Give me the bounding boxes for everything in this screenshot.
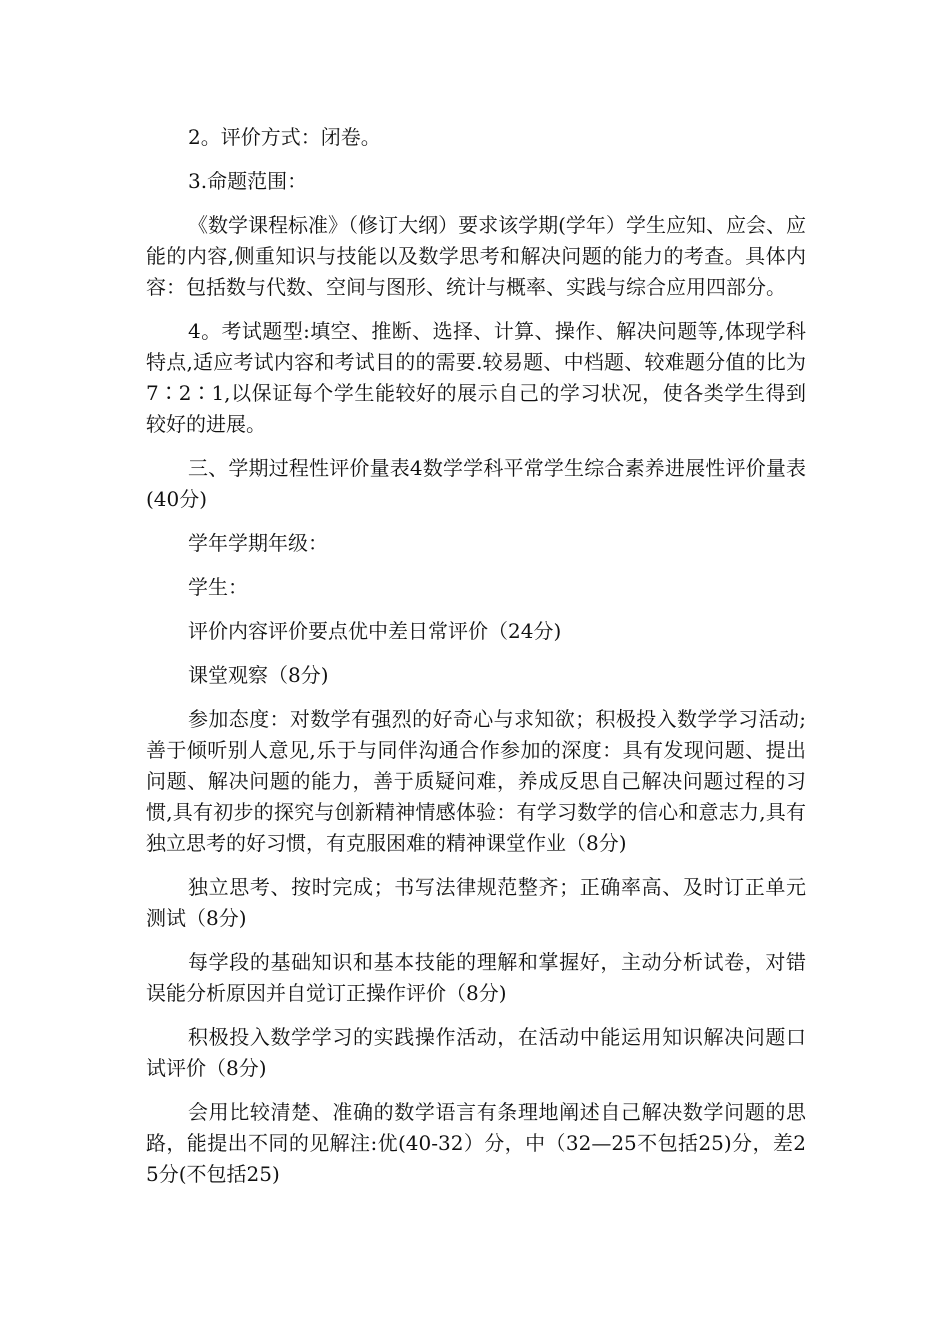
paragraph-section-three-heading: 三、学期过程性评价量表4数学学科平常学生综合素养进展性评价量表(40分): [146, 456, 806, 511]
paragraph-question-types: 4。考试题型:填空、推断、选择、计算、操作、解决问题等,体现学科特点,适应考试内容和考试目的的需要.较易题、中档题、较难题分值的比为7∶2∶1,以保证每个学生能较好的展示自己的学习状况，使各类学生得到较好的进展。: [146, 319, 806, 436]
paragraph-independent-thinking: 独立思考、按时完成；书写法律规范整齐；正确率高、及时订正单元测试（8分): [146, 875, 806, 930]
paragraph-practice-activity: 积极投入数学学习的实践操作活动，在活动中能运用知识解决问题口试评价（8分): [146, 1025, 806, 1080]
paragraph-oral-expression: 会用比较清楚、准确的数学语言有条理地阐述自己解决数学问题的思路，能提出不同的见解注:优(40-32）分，中（32—25不包括25)分，差25分(不包括25): [146, 1100, 806, 1186]
paragraph-classroom-observation: 课堂观察（8分): [188, 663, 329, 687]
paragraph-school-year: 学年学期年级：: [188, 531, 328, 555]
paragraph-student: 学生：: [188, 575, 248, 599]
paragraph-scope-heading: 3.命题范围：: [188, 169, 308, 193]
paragraph-basic-knowledge: 每学段的基础知识和基本技能的理解和掌握好，主动分析试卷，对错误能分析原因并自觉订正操作评价（8分): [146, 950, 806, 1005]
document-page: [146, 122, 806, 1203]
paragraph-participation-attitude: 参加态度：对数学有强烈的好奇心与求知欲；积极投入数学学习活动;善于倾听别人意见,乐于与同伴沟通合作参加的深度：具有发现问题、提出问题、解决问题的能力，善于质疑问难，养成反思自己解决问题过程的习惯,具有初步的探究与创新精神情感体验：有学习数学的信心和意志力,具有独立思考的好习惯，有克服困难的精神课堂作业（8分): [146, 707, 806, 855]
paragraph-evaluation-method: 2。评价方式：闭卷。: [188, 125, 381, 149]
paragraph-evaluation-header: 评价内容评价要点优中差日常评价（24分): [188, 619, 562, 643]
paragraph-scope-content: 《数学课程标准》（修订大纲）要求该学期(学年）学生应知、应会、应能的内容,侧重知识与技能以及数学思考和解决问题的能力的考查。具体内容：包括数与代数、空间与图形、统计与概率、实践与综合应用四部分。: [146, 213, 806, 299]
